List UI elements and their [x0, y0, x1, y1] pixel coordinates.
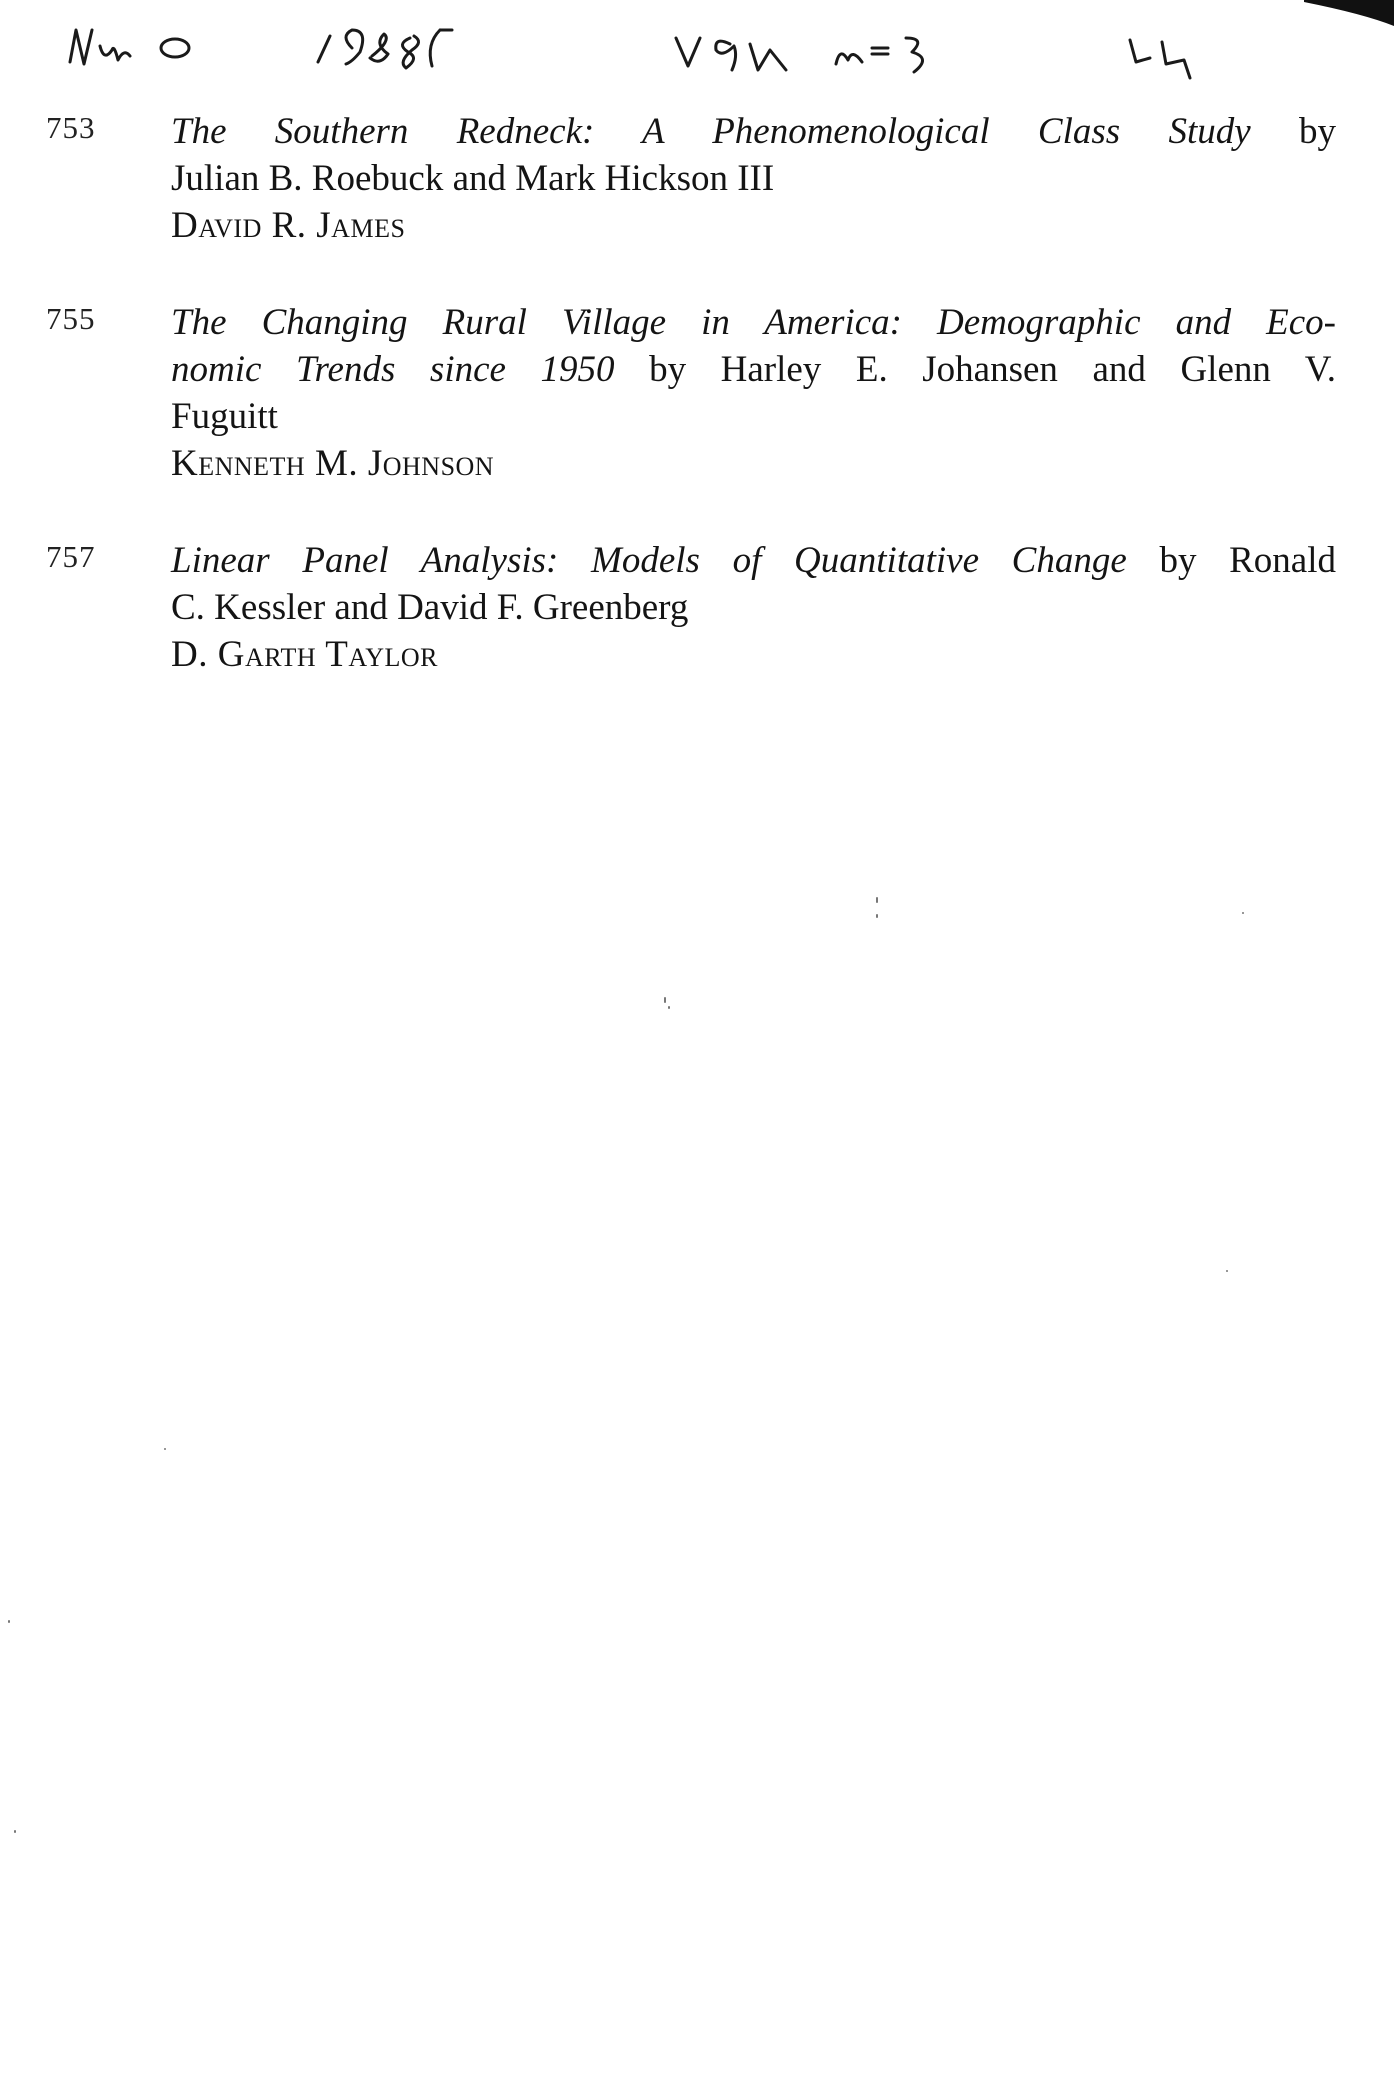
scan-speck: [664, 997, 666, 1003]
scan-speck: [14, 1830, 16, 1833]
book-title: The Southern Redneck: A Phenomenological Class Study: [171, 111, 1251, 152]
entry-body: [171, 537, 1336, 678]
entry-body: [171, 299, 1336, 487]
reviewer-name: Kenneth M. Johnson: [171, 443, 495, 484]
review-entry: [0, 108, 1394, 249]
entry-page-number: 755: [46, 301, 96, 336]
book-authors: C. Kessler and David F. Greenberg: [171, 587, 689, 628]
scan-speck: [1226, 1270, 1228, 1272]
handwritten-note-text: Nuo 1985 V91 n°3 LL: [0, 0, 11, 1]
book-by: by Ronald: [1126, 540, 1336, 581]
scan-speck: [1242, 912, 1244, 914]
scan-speck: [164, 1448, 166, 1450]
scan-corner-shadow: [1304, 0, 1394, 30]
reviewer-name: David R. James: [171, 205, 406, 246]
handwriting-strokes: [0, 0, 1394, 110]
book-authors-continued: Fuguitt: [171, 396, 278, 437]
book-authors: Julian B. Roebuck and Mark Hickson III: [171, 158, 775, 199]
entry-page-number: 757: [46, 539, 96, 574]
entry-line: [171, 346, 1336, 393]
book-title-continued: nomic Trends since 1950: [171, 349, 615, 390]
book-authors: by Harley E. Johansen and Glenn V.: [614, 349, 1336, 390]
review-entry: [0, 537, 1394, 678]
book-by: by: [1250, 111, 1336, 152]
entry-line: [171, 537, 1336, 584]
entry-body: [171, 108, 1336, 249]
book-title: Linear Panel Analysis: Models of Quantitative Change: [171, 540, 1127, 581]
entry-page-number: 753: [46, 110, 96, 145]
book-title: The Changing Rural Village in America: Demographic and Eco-: [171, 302, 1336, 343]
handwritten-annotation: [0, 0, 1394, 110]
scan-speck: [876, 914, 878, 918]
scan-speck: [668, 1006, 670, 1009]
entry-line: [171, 108, 1336, 155]
scan-speck: [8, 1620, 10, 1623]
scan-speck: [876, 897, 878, 903]
review-list: [0, 108, 1394, 728]
reviewer-name: D. Garth Taylor: [171, 634, 439, 675]
review-entry: [0, 299, 1394, 487]
